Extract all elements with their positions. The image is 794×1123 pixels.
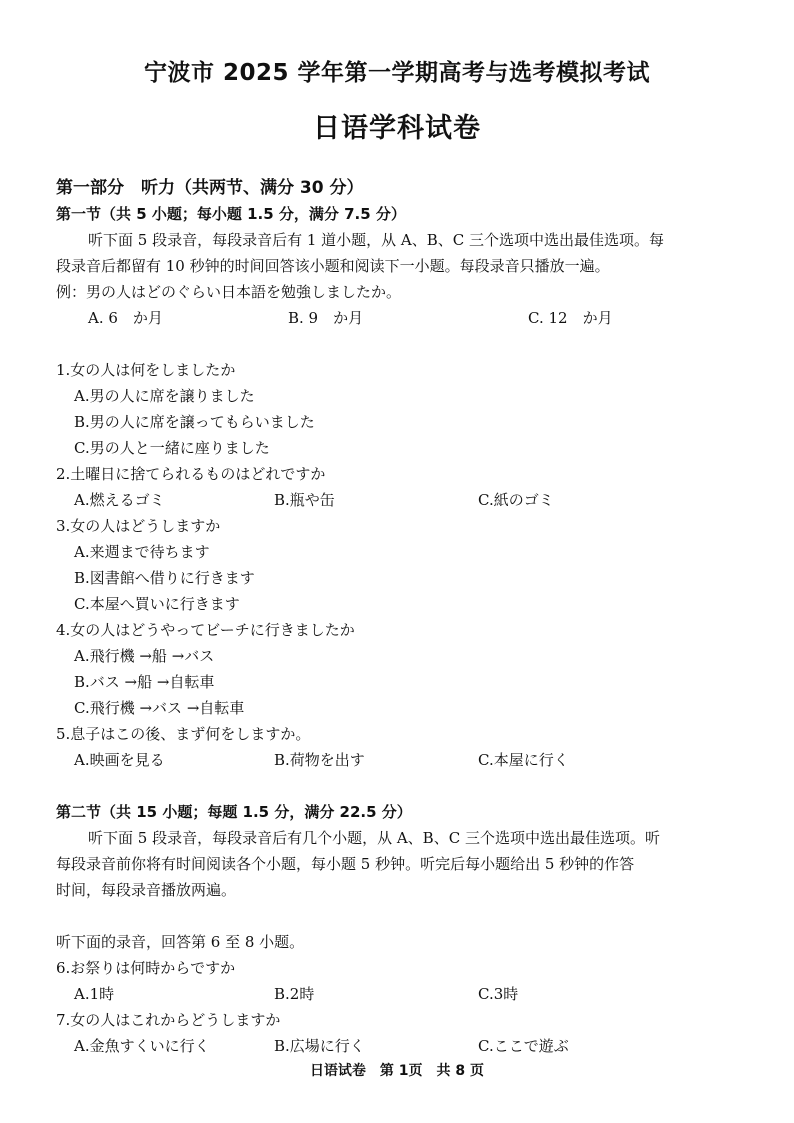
example-option-c: C. 12 か月: [528, 309, 613, 327]
question-1-option-c: C.男の人と一緒に座りました: [74, 439, 270, 457]
section1-instruction-line1: 听下面 5 段录音，每段录音后有 1 道小题，从 A、B、C 三个选项中选出最佳选项。每: [88, 231, 665, 249]
question-4-option-a: A.飛行機 →船 →バス: [74, 647, 215, 665]
question-6-options: [74, 984, 754, 1004]
question-1-option-a: A.男の人に席を譲りました: [74, 387, 255, 405]
question-4: 4.女の人はどうやってビーチに行きましたか: [56, 621, 355, 639]
question-5: 5.息子はこの後、まず何をしますか。: [56, 725, 311, 743]
question-2-option-b: B.瓶や缶: [274, 491, 335, 509]
question-4-option-b: B.バス →船 →自転車: [74, 673, 215, 691]
section1-instruction-line2: 段录音后都留有 10 秒钟的时间回答该小题和阅读下一小题。每段录音只播放一遍。: [56, 257, 610, 275]
example-option-b: B. 9 か月: [288, 309, 364, 327]
question-2-options: [74, 490, 754, 510]
section2-instruction-line3: 时间，每段录音播放两遍。: [56, 881, 237, 899]
question-4-option-c: C.飛行機 →バス →自転車: [74, 699, 245, 717]
question-6: 6.お祭りは何時からですか: [56, 959, 236, 977]
question-6-option-c: C.3時: [478, 985, 519, 1003]
group-instruction: 听下面的录音，回答第 6 至 8 小题。: [56, 933, 305, 951]
exam-title: 宁波市 2025 学年第一学期高考与选考模拟考试: [143, 60, 651, 86]
question-6-option-a: A.1時: [74, 985, 115, 1003]
question-7-option-c: C.ここで遊ぶ: [478, 1037, 569, 1055]
question-5-option-c: C.本屋に行く: [478, 751, 569, 769]
section2-heading: 第二节（共 15 小题；每题 1.5 分，满分 22.5 分）: [56, 803, 412, 821]
question-1: 1.女の人は何をしましたか: [56, 361, 236, 379]
page-footer: 日语试卷 第 1页 共 8 页: [309, 1063, 485, 1079]
question-3: 3.女の人はどうしますか: [56, 517, 221, 535]
question-5-options: [74, 750, 754, 770]
example-option-a: A. 6 か月: [88, 309, 163, 327]
question-7-options: [74, 1036, 754, 1056]
question-7-option-b: B.広場に行く: [274, 1037, 365, 1055]
example-options: [88, 308, 748, 328]
exam-subtitle: 日语学科试卷: [313, 113, 481, 144]
question-2-option-c: C.紙のゴミ: [478, 491, 554, 509]
question-6-option-b: B.2時: [274, 985, 315, 1003]
section2-instruction-line1: 听下面 5 段录音，每段录音后有几个小题，从 A、B、C 三个选项中选出最佳选项。听: [88, 829, 660, 847]
question-5-option-b: B.荷物を出す: [274, 751, 365, 769]
question-5-option-a: A.映画を見る: [74, 751, 165, 769]
question-7: 7.女の人はこれからどうしますか: [56, 1011, 281, 1029]
question-1-option-b: B.男の人に席を譲ってもらいました: [74, 413, 315, 431]
question-2: 2.土曜日に捨てられるものはどれですか: [56, 465, 326, 483]
question-3-option-b: B.図書館へ借りに行きます: [74, 569, 255, 587]
example-question: 例：男の人はどのぐらい日本語を勉強しましたか。: [56, 283, 402, 301]
section2-instruction-line2: 每段录音前你将有时间阅读各个小题，每小题 5 秒钟。听完后每小题给出 5 秒钟的作答: [56, 855, 635, 873]
section1-heading: 第一节（共 5 小题；每小题 1.5 分，满分 7.5 分）: [56, 205, 406, 223]
question-3-option-a: A.来週まで待ちます: [74, 543, 210, 561]
part1-heading: 第一部分 听力（共两节、满分 30 分）: [56, 178, 364, 198]
question-7-option-a: A.金魚すくいに行く: [74, 1037, 210, 1055]
question-3-option-c: C.本屋へ買いに行きます: [74, 595, 240, 613]
question-2-option-a: A.燃えるゴミ: [74, 491, 165, 509]
